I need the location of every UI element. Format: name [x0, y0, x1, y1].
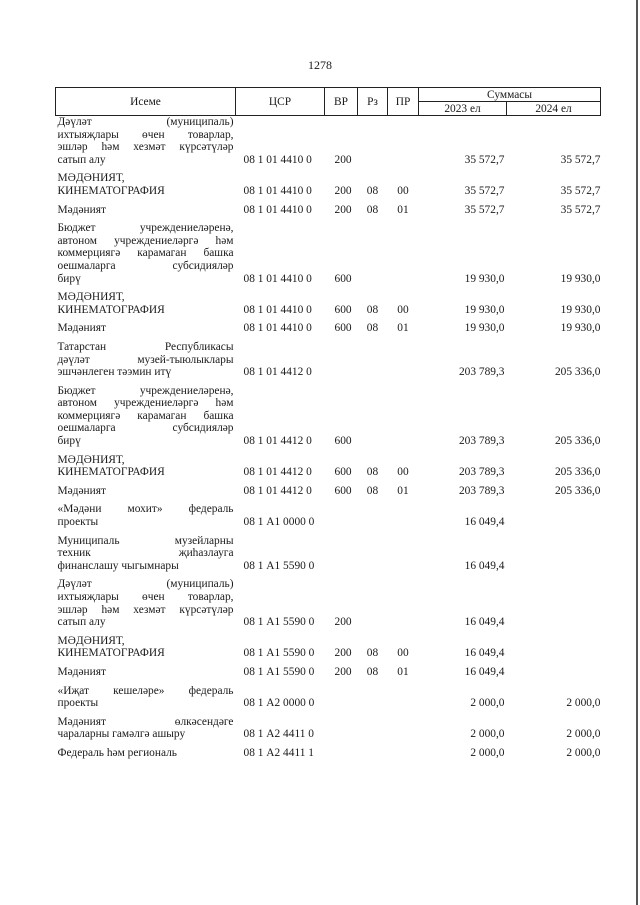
row-name — [56, 578, 236, 634]
row-pr: 01 — [397, 322, 409, 335]
row-name-line: Мәдәният өлкәсендәге — [57, 715, 234, 728]
header-vr: ВР — [325, 88, 358, 116]
row-rz — [358, 503, 388, 534]
row-amount-2023: 35 572,7 — [464, 203, 505, 216]
row-rz: 08 — [366, 466, 379, 479]
row-vr: 600 — [334, 466, 352, 479]
table-row — [56, 291, 601, 322]
row-name-line: автоном учреждениеләргә һәм — [57, 234, 234, 247]
row-vr: 200 — [334, 647, 352, 660]
row-name-line: МӘДӘНИЯТ, — [57, 291, 125, 304]
row-rz — [358, 716, 388, 747]
row-csr: 08 1 А2 4411 0 — [243, 728, 314, 741]
row-csr: 08 1 01 4410 0 — [243, 303, 312, 316]
row-name-line: проекты — [57, 697, 99, 710]
row-rz — [358, 535, 388, 579]
row-name-line: сатып алу — [57, 616, 106, 629]
header-rz: Рз — [358, 88, 388, 116]
row-amount-2023: 16 049,4 — [464, 647, 505, 660]
table-header — [56, 88, 601, 116]
row-name-line: Бюджет учреждениеләренә, — [57, 384, 234, 397]
row-amount-2024: 2 000,0 — [566, 697, 601, 710]
table-row — [56, 385, 601, 454]
row-name-line: техник җиһазлауга — [57, 547, 234, 560]
row-vr — [325, 535, 358, 579]
row-vr: 200 — [334, 616, 352, 629]
row-vr — [325, 716, 358, 747]
row-amount-2023: 16 049,4 — [464, 516, 505, 529]
row-vr: 200 — [334, 184, 352, 197]
row-name-line: финанслашу чыгымнары — [57, 559, 179, 572]
row-rz: 08 — [366, 303, 379, 316]
row-name-line: коммерциягә карамаган башка — [57, 247, 234, 260]
row-amount-2023: 203 789,3 — [458, 435, 505, 448]
row-amount-2024: 35 572,7 — [560, 184, 601, 197]
row-amount-2023: 16 049,4 — [464, 665, 505, 678]
row-name — [56, 635, 236, 666]
row-vr: 600 — [334, 272, 352, 285]
table-row — [56, 578, 601, 634]
row-vr: 200 — [334, 203, 352, 216]
row-name-line: бирү — [57, 272, 81, 285]
row-amount-2023: 203 789,3 — [458, 366, 505, 379]
row-pr — [388, 716, 419, 747]
row-name-line: Мәдәният — [57, 484, 106, 497]
row-pr — [388, 685, 419, 716]
row-name-line: коммерциягә карамаган башка — [57, 409, 234, 422]
row-name — [56, 685, 236, 716]
row-amount-2024: 19 930,0 — [560, 272, 601, 285]
row-csr: 08 1 01 4410 0 — [243, 203, 312, 216]
row-name-line: МӘДӘНИЯТ, — [57, 172, 125, 185]
row-name-line: проекты — [57, 516, 99, 529]
row-amount-2024: 205 336,0 — [554, 435, 601, 448]
row-name-line: дәүләт музей-тыюлыклары — [57, 353, 234, 366]
row-csr: 08 1 А1 5590 0 — [243, 665, 315, 678]
row-csr: 08 1 01 4410 0 — [243, 322, 312, 335]
row-name-line: эшләр һәм хезмәт күрсәтүләр — [57, 141, 234, 154]
row-name-line: чараларны гамәлгә ашыру — [57, 728, 186, 741]
row-amount-2024: 2 000,0 — [566, 728, 601, 741]
row-rz: 08 — [366, 184, 379, 197]
row-pr: 00 — [397, 466, 409, 479]
row-amount-2023: 16 049,4 — [464, 616, 505, 629]
row-amount-2023: 35 572,7 — [464, 184, 505, 197]
row-amount-2024 — [507, 578, 601, 634]
row-name-line: «Иҗат кешеләре» федераль — [57, 684, 234, 697]
row-pr: 01 — [397, 665, 409, 678]
row-amount-2023: 2 000,0 — [470, 746, 505, 759]
row-rz — [358, 685, 388, 716]
row-pr: 00 — [397, 184, 409, 197]
header-year-2024: 2024 ел — [507, 102, 601, 116]
page-number: 1278 — [308, 58, 332, 72]
row-name — [56, 204, 236, 223]
row-rz — [358, 116, 388, 173]
row-csr: 08 1 А1 5590 0 — [243, 616, 315, 629]
row-rz — [358, 578, 388, 634]
row-name-line: Муниципаль музейларны — [57, 534, 234, 547]
row-amount-2024 — [507, 666, 601, 685]
row-rz: 08 — [366, 484, 379, 497]
header-csr: ЦСР — [236, 88, 325, 116]
row-name — [56, 747, 236, 766]
row-amount-2024: 205 336,0 — [554, 366, 601, 379]
row-rz — [358, 341, 388, 385]
row-name-line: Дәүләт (муниципаль) — [57, 116, 234, 128]
row-amount-2023: 203 789,3 — [458, 484, 505, 497]
row-csr: 08 1 01 4410 0 — [243, 184, 312, 197]
row-pr — [388, 503, 419, 534]
row-csr: 08 1 А2 0000 0 — [243, 697, 315, 710]
table-row — [56, 503, 601, 534]
row-csr: 08 1 А1 5590 0 — [243, 647, 315, 660]
table-row — [56, 204, 601, 223]
row-name-line: Мәдәният — [57, 203, 106, 216]
row-name-line: ихтыяҗлары өчен товарлар, — [57, 591, 234, 603]
row-name — [56, 222, 236, 291]
row-csr: 08 1 01 4410 0 — [243, 272, 312, 285]
scan-edge-line — [636, 0, 638, 905]
row-amount-2023: 19 930,0 — [464, 272, 505, 285]
row-vr: 600 — [334, 435, 352, 448]
row-amount-2024: 205 336,0 — [554, 466, 601, 479]
row-name — [56, 716, 236, 747]
row-amount-2023: 19 930,0 — [464, 303, 505, 316]
row-vr — [325, 503, 358, 534]
row-amount-2024: 19 930,0 — [560, 322, 601, 335]
row-pr — [388, 535, 419, 579]
row-name — [56, 485, 236, 504]
row-rz — [358, 222, 388, 291]
row-name — [56, 291, 236, 322]
row-name-line: оешмаларга субсидияләр — [57, 422, 234, 435]
row-csr: 08 1 А1 5590 0 — [243, 559, 315, 572]
row-csr: 08 1 А2 4411 1 — [243, 746, 314, 759]
row-name-line: КИНЕМАТОГРАФИЯ — [57, 303, 165, 316]
row-vr — [325, 685, 358, 716]
row-pr — [388, 116, 419, 173]
table-row — [56, 341, 601, 385]
table-row — [56, 485, 601, 504]
row-name-line: бирү — [57, 435, 81, 448]
table-row — [56, 635, 601, 666]
row-rz: 08 — [366, 647, 379, 660]
row-pr — [388, 341, 419, 385]
row-vr: 600 — [334, 484, 352, 497]
row-amount-2023: 2 000,0 — [470, 728, 505, 741]
row-pr: 00 — [397, 303, 409, 316]
row-rz: 08 — [366, 322, 379, 335]
row-vr: 600 — [334, 303, 352, 316]
table-body — [56, 116, 601, 766]
table-row — [56, 535, 601, 579]
row-name-line: МӘДӘНИЯТ, — [57, 453, 125, 466]
row-amount-2024: 35 572,7 — [560, 153, 601, 166]
row-pr — [388, 222, 419, 291]
row-csr: 08 1 01 4412 0 — [243, 484, 312, 497]
row-rz: 08 — [366, 203, 379, 216]
header-year-2023: 2023 ел — [419, 102, 507, 116]
row-name — [56, 666, 236, 685]
row-name — [56, 322, 236, 341]
row-name-line: эшчәнлеген тәэмин итү — [57, 366, 172, 379]
row-csr: 08 1 01 4412 0 — [243, 466, 312, 479]
row-name — [56, 503, 236, 534]
row-name-line: Федераль һәм региональ — [57, 746, 177, 759]
row-pr — [388, 385, 419, 454]
header-name: Исеме — [56, 88, 236, 116]
row-csr: 08 1 01 4412 0 — [243, 366, 312, 379]
row-amount-2023: 19 930,0 — [464, 322, 505, 335]
row-amount-2024: 205 336,0 — [554, 484, 601, 497]
row-rz: 08 — [366, 665, 379, 678]
table-row — [56, 322, 601, 341]
row-name-line: ихтыяҗлары өчен товарлар, — [57, 128, 234, 141]
row-amount-2024: 2 000,0 — [566, 746, 601, 759]
row-amount-2024 — [507, 535, 601, 579]
row-name-line: Дәүләт (муниципаль) — [57, 578, 234, 591]
row-vr — [325, 747, 358, 766]
row-csr: 08 1 01 4410 0 — [243, 153, 312, 166]
table-row — [56, 172, 601, 203]
row-pr: 01 — [397, 203, 409, 216]
table-row — [56, 222, 601, 291]
row-amount-2023: 2 000,0 — [470, 697, 505, 710]
row-amount-2023: 35 572,7 — [464, 153, 505, 166]
row-vr — [325, 341, 358, 385]
row-name-line: Мәдәният — [57, 665, 106, 678]
table-row — [56, 747, 601, 766]
row-name-line: оешмаларга субсидияләр — [57, 259, 234, 272]
row-pr: 01 — [397, 484, 409, 497]
row-amount-2024: 19 930,0 — [560, 303, 601, 316]
row-name-line: автоном учреждениеләргә һәм — [57, 397, 234, 410]
row-vr: 200 — [334, 153, 352, 166]
row-name — [56, 116, 236, 173]
header-sums: Суммасы — [419, 88, 601, 102]
row-name-line: эшләр һәм хезмәт күрсәтүләр — [57, 603, 234, 616]
row-rz — [358, 385, 388, 454]
row-name — [56, 535, 236, 579]
table-row — [56, 685, 601, 716]
row-csr: 08 1 А1 0000 0 — [243, 516, 315, 529]
row-name — [56, 385, 236, 454]
row-csr: 08 1 01 4412 0 — [243, 435, 312, 448]
row-name — [56, 172, 236, 203]
row-amount-2024 — [507, 635, 601, 666]
row-pr — [388, 578, 419, 634]
table-row — [56, 116, 601, 173]
row-pr — [388, 747, 419, 766]
row-name-line: «Мәдәни мохит» федераль — [57, 503, 234, 516]
row-name-line: КИНЕМАТОГРАФИЯ — [57, 184, 165, 197]
budget-table — [55, 87, 601, 766]
row-vr: 600 — [334, 322, 352, 335]
row-amount-2023: 203 789,3 — [458, 466, 505, 479]
row-name — [56, 454, 236, 485]
row-name — [56, 341, 236, 385]
row-pr: 00 — [397, 647, 409, 660]
row-name-line: сатып алу — [57, 153, 106, 166]
table-row — [56, 666, 601, 685]
table-row — [56, 716, 601, 747]
row-name-line: Мәдәният — [57, 322, 106, 335]
row-name-line: Татарстан Республикасы — [57, 340, 234, 353]
row-amount-2023: 16 049,4 — [464, 559, 505, 572]
row-name-line: КИНЕМАТОГРАФИЯ — [57, 466, 165, 479]
row-amount-2024 — [507, 503, 601, 534]
row-name-line: КИНЕМАТОГРАФИЯ — [57, 647, 165, 660]
table-row — [56, 454, 601, 485]
row-amount-2024: 35 572,7 — [560, 203, 601, 216]
row-vr: 200 — [334, 665, 352, 678]
row-rz — [358, 747, 388, 766]
header-pr: ПР — [388, 88, 419, 116]
row-name-line: Бюджет учреждениеләренә, — [57, 222, 234, 235]
row-name-line: МӘДӘНИЯТ, — [57, 634, 125, 647]
